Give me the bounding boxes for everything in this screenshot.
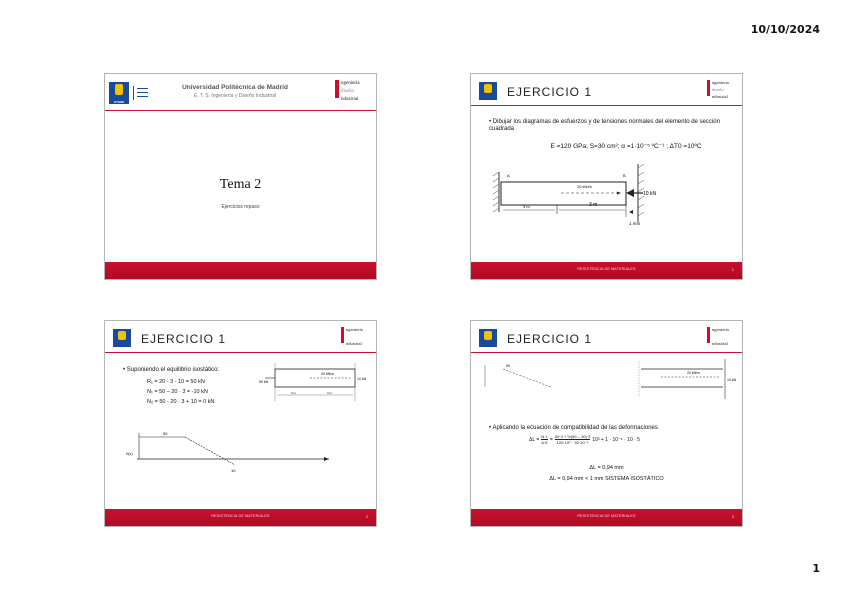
- university-logo: ETSIDI: [109, 82, 129, 104]
- beam-load-label: 20 kN/m: [687, 371, 701, 375]
- dim-right: 3 m: [589, 202, 598, 208]
- result-2: ΔL = 0,94 mm < 1 mm SISTEMA ISOSTÁTICO: [549, 476, 664, 482]
- slide-thumbnail-2[interactable]: [470, 73, 743, 280]
- beam-free-body-diagram: [255, 361, 375, 416]
- deformation-diagrams: [481, 357, 741, 412]
- slide-subtitle: Ejercicios repaso: [221, 204, 260, 210]
- compatibility-equation: ΔL = $\frac{N\cdot L}{A\cdot E}$ = $\frac{\text{50·3 + ½(50 – 10)·3}}{\text{120·10⁹ · 30·10⁻⁴}}$ 10³ + 1 · 10⁻⁵ · 10 · 5: [529, 434, 640, 445]
- slide-footer-bar: [105, 262, 376, 279]
- bullet-text: • Dibujar los diagramas de esfuerzos y de tensiones normales del elemento de sección cuadrada: [489, 119, 720, 132]
- dim-left: 3 m: [523, 204, 530, 209]
- diagram-axis-label: N(x): [126, 452, 133, 456]
- dim-left: 3 m: [291, 391, 297, 395]
- ingenieria-logo: ngeniería ndustrial: [341, 327, 375, 351]
- ingenieria-logo: ngeniería diseño ndustrial: [707, 80, 741, 104]
- slide-title: Tema 2: [219, 177, 262, 192]
- axial-force-diagram: [125, 425, 335, 475]
- slide-footer-bar: RESISTENCIA DE MATERIALES 1: [471, 262, 742, 279]
- bullet-text: • Suponiendo el equilibrio isostático:: [123, 367, 220, 373]
- beam-load-label: 20 kN/m: [321, 372, 335, 376]
- label-b: B: [623, 173, 626, 178]
- university-logo: [479, 329, 497, 347]
- force-label: 10 kN: [727, 378, 737, 382]
- university-logo: [113, 329, 131, 347]
- bullet-text: • Aplicando la ecuación de compatibilidad de las deformaciones: [489, 425, 658, 431]
- load-label: 20 kN/m: [577, 184, 592, 189]
- slide-thumbnail-1[interactable]: [104, 73, 377, 280]
- ingenieria-logo: ngeniería diseño ndustrial: [335, 80, 373, 108]
- parameters: E =120 GPa; S=30 cm²; α =1·10⁻⁵ ºC⁻¹ ; ΔT0 =10ºC: [550, 143, 702, 150]
- force-label: 10 kN: [643, 191, 657, 197]
- school-name: E. T. S. Ingeniería y Diseño Industrial: [193, 93, 277, 99]
- slide-thumbnail-3[interactable]: [104, 320, 377, 527]
- page-number: 1: [812, 562, 820, 575]
- slide-footer-bar: RESISTENCIA DE MATERIALES 2: [105, 509, 376, 526]
- slide-footer-bar: RESISTENCIA DE MATERIALES 3: [471, 509, 742, 526]
- ingenieria-logo: ngeniería ndustrial: [707, 327, 741, 351]
- force-label: 10 kN: [357, 377, 367, 381]
- slide-heading: EJERCICIO 1: [507, 332, 593, 346]
- diagram-value-top: 50: [163, 431, 168, 436]
- diagram-value: 50: [506, 364, 510, 368]
- slide-heading: EJERCICIO 1: [507, 85, 593, 99]
- beam-diagram: [471, 162, 742, 257]
- equation-3: N₂ = 50 - 20 · 3 + 10 = 0 kN: [147, 399, 215, 405]
- school-logo: [133, 86, 150, 100]
- page-date: 10/10/2024: [750, 23, 820, 36]
- gap-label: 1 mm: [629, 221, 641, 226]
- diagram-value-bottom: 10: [231, 468, 236, 473]
- reaction-label: 50 kN: [259, 380, 269, 384]
- university-logo: [479, 82, 497, 100]
- slide-heading: EJERCICIO 1: [141, 332, 227, 346]
- equations: [147, 377, 214, 407]
- svg-text:A: A: [507, 173, 510, 178]
- slide-thumbnail-4[interactable]: [470, 320, 743, 527]
- dim-right: 3 m: [327, 391, 333, 395]
- university-name: Universidad Politécnica de Madrid: [182, 84, 288, 91]
- equation-2: N₁ = 50 – 20 · 3 = -10 kN: [147, 389, 208, 395]
- result-1: ΔL = 0,94 mm: [589, 465, 624, 471]
- equation-1: R₁ = 20 · 3 - 10 = 50 kN: [147, 379, 205, 385]
